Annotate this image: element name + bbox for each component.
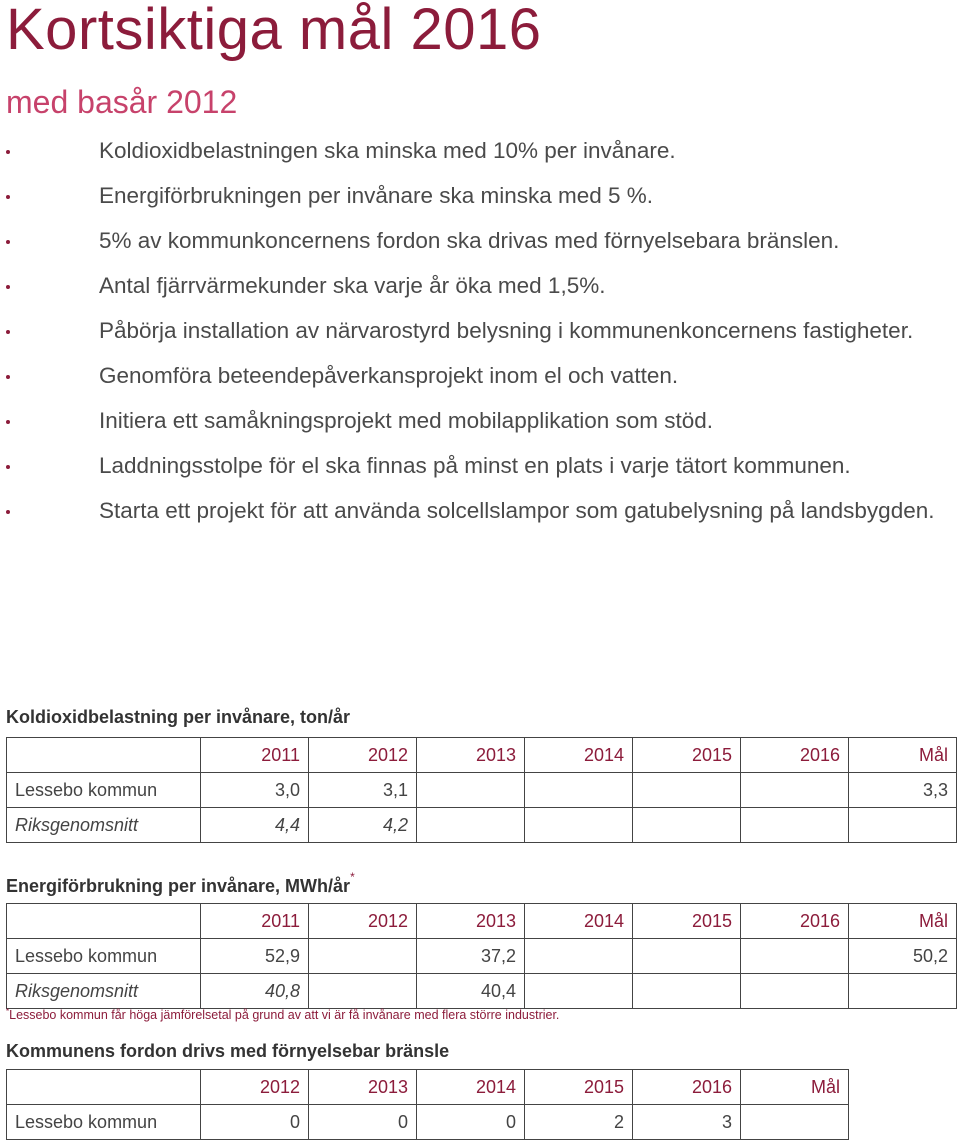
value-cell: [633, 939, 741, 974]
header-cell: 2013: [417, 738, 525, 773]
bullet-icon: [6, 510, 10, 514]
value-cell: 3,3: [849, 773, 957, 808]
header-cell: 2011: [201, 738, 309, 773]
value-cell: 52,9: [201, 939, 309, 974]
goals-list: [0, 136, 940, 541]
goal-item: [0, 406, 940, 436]
table-row: [7, 773, 957, 808]
value-cell: [417, 808, 525, 843]
header-cell: Mål: [849, 738, 957, 773]
value-cell: [525, 939, 633, 974]
row-label-cell: Lessebo kommun: [7, 1105, 201, 1140]
header-cell: 2014: [525, 904, 633, 939]
header-cell: 2013: [309, 1070, 417, 1105]
value-cell: [741, 1105, 849, 1140]
value-cell: [741, 939, 849, 974]
header-cell: 2011: [201, 904, 309, 939]
value-cell: [741, 773, 849, 808]
bullet-icon: [6, 330, 10, 334]
goal-text: 5% av kommunkoncernens fordon ska drivas med förnyelsebara bränslen.: [99, 228, 840, 253]
energy-table-title-text: Energiförbrukning per invånare, MWh/år: [6, 876, 351, 896]
header-cell: Mål: [849, 904, 957, 939]
bullet-icon: [6, 150, 10, 154]
value-cell: 4,4: [201, 808, 309, 843]
goal-item: [0, 361, 940, 391]
goal-text: Koldioxidbelastningen ska minska med 10% per invånare.: [99, 138, 676, 163]
value-cell: [525, 974, 633, 1009]
goal-item: [0, 271, 940, 301]
goal-item: [0, 496, 940, 526]
value-cell: 37,2: [417, 939, 525, 974]
header-corner-cell: [7, 738, 201, 773]
header-cell: 2012: [201, 1070, 309, 1105]
table-header-row: [7, 1070, 849, 1105]
value-cell: [633, 974, 741, 1009]
table-header-row: [7, 738, 957, 773]
page-subtitle: med basår 2012: [6, 84, 238, 120]
goal-text: Energiförbrukningen per invånare ska minska med 5 %.: [99, 183, 654, 208]
header-cell: 2015: [633, 904, 741, 939]
value-cell: [849, 974, 957, 1009]
value-cell: 2: [525, 1105, 633, 1140]
value-cell: 40,8: [201, 974, 309, 1009]
value-cell: [633, 773, 741, 808]
row-label-cell: Lessebo kommun: [7, 773, 201, 808]
energy-table: [6, 903, 957, 1009]
bullet-icon: [6, 240, 10, 244]
goal-text: Genomföra beteendepåverkansprojekt inom el och vatten.: [99, 363, 679, 388]
goal-item: [0, 226, 940, 256]
value-cell: [309, 974, 417, 1009]
page-title: Kortsiktiga mål 2016: [6, 0, 542, 62]
table-row: [7, 939, 957, 974]
value-cell: 3,1: [309, 773, 417, 808]
value-cell: [417, 773, 525, 808]
table-row: [7, 974, 957, 1009]
footnote-mark: *: [6, 1007, 10, 1016]
bullet-icon: [6, 375, 10, 379]
value-cell: 0: [309, 1105, 417, 1140]
goal-text: Antal fjärrvärmekunder ska varje år öka med 1,5%.: [99, 273, 606, 298]
value-cell: 0: [201, 1105, 309, 1140]
header-cell: 2015: [633, 738, 741, 773]
header-cell: 2012: [309, 904, 417, 939]
header-cell: 2013: [417, 904, 525, 939]
table-row: [7, 808, 957, 843]
header-cell: 2014: [525, 738, 633, 773]
footnote-text: Lessebo kommun får höga jämförelsetal på grund av att vi är få invånare med flera större industrier.: [9, 1008, 560, 1023]
goal-item: [0, 451, 940, 481]
goal-item: [0, 316, 940, 346]
co2-table-title: Koldioxidbelastning per invånare, ton/år: [6, 707, 351, 727]
row-label-cell: Lessebo kommun: [7, 939, 201, 974]
value-cell: [741, 808, 849, 843]
bullet-icon: [6, 195, 10, 199]
value-cell: [525, 773, 633, 808]
header-cell: 2016: [633, 1070, 741, 1105]
value-cell: 4,2: [309, 808, 417, 843]
value-cell: 50,2: [849, 939, 957, 974]
header-corner-cell: [7, 1070, 201, 1105]
vehicles-table-title: Kommunens fordon drivs med förnyelsebar bränsle: [6, 1041, 450, 1061]
row-label-cell: Riksgenomsnitt: [7, 808, 201, 843]
value-cell: 3: [633, 1105, 741, 1140]
table-header-row: [7, 904, 957, 939]
row-label-cell: Riksgenomsnitt: [7, 974, 201, 1009]
header-cell: 2016: [741, 738, 849, 773]
goal-text: Laddningsstolpe för el ska finnas på minst en plats i varje tätort kommunen.: [99, 453, 851, 478]
co2-table: [6, 737, 957, 843]
value-cell: [309, 939, 417, 974]
header-cell: 2014: [417, 1070, 525, 1105]
value-cell: 0: [417, 1105, 525, 1140]
header-cell: 2015: [525, 1070, 633, 1105]
goal-item: [0, 136, 940, 166]
energy-table-title: [6, 870, 355, 897]
header-cell: 2016: [741, 904, 849, 939]
goal-text: Initiera ett samåkningsprojekt med mobilapplikation som stöd.: [99, 408, 714, 433]
value-cell: 3,0: [201, 773, 309, 808]
value-cell: [633, 808, 741, 843]
bullet-icon: [6, 285, 10, 289]
header-cell: 2012: [309, 738, 417, 773]
value-cell: 40,4: [417, 974, 525, 1009]
vehicles-table: [6, 1069, 849, 1140]
footnote-marker: *: [350, 870, 355, 884]
value-cell: [741, 974, 849, 1009]
value-cell: [525, 808, 633, 843]
goal-text: Starta ett projekt för att använda solcellslampor som gatubelysning på landsbygden.: [99, 498, 935, 523]
footnote: [6, 1007, 559, 1022]
value-cell: [849, 808, 957, 843]
table-row: [7, 1105, 849, 1140]
goal-item: [0, 181, 940, 211]
header-corner-cell: [7, 904, 201, 939]
bullet-icon: [6, 420, 10, 424]
bullet-icon: [6, 465, 10, 469]
goal-text: Påbörja installation av närvarostyrd belysning i kommunenkoncernens fastigheter.: [99, 318, 914, 343]
header-cell: Mål: [741, 1070, 849, 1105]
